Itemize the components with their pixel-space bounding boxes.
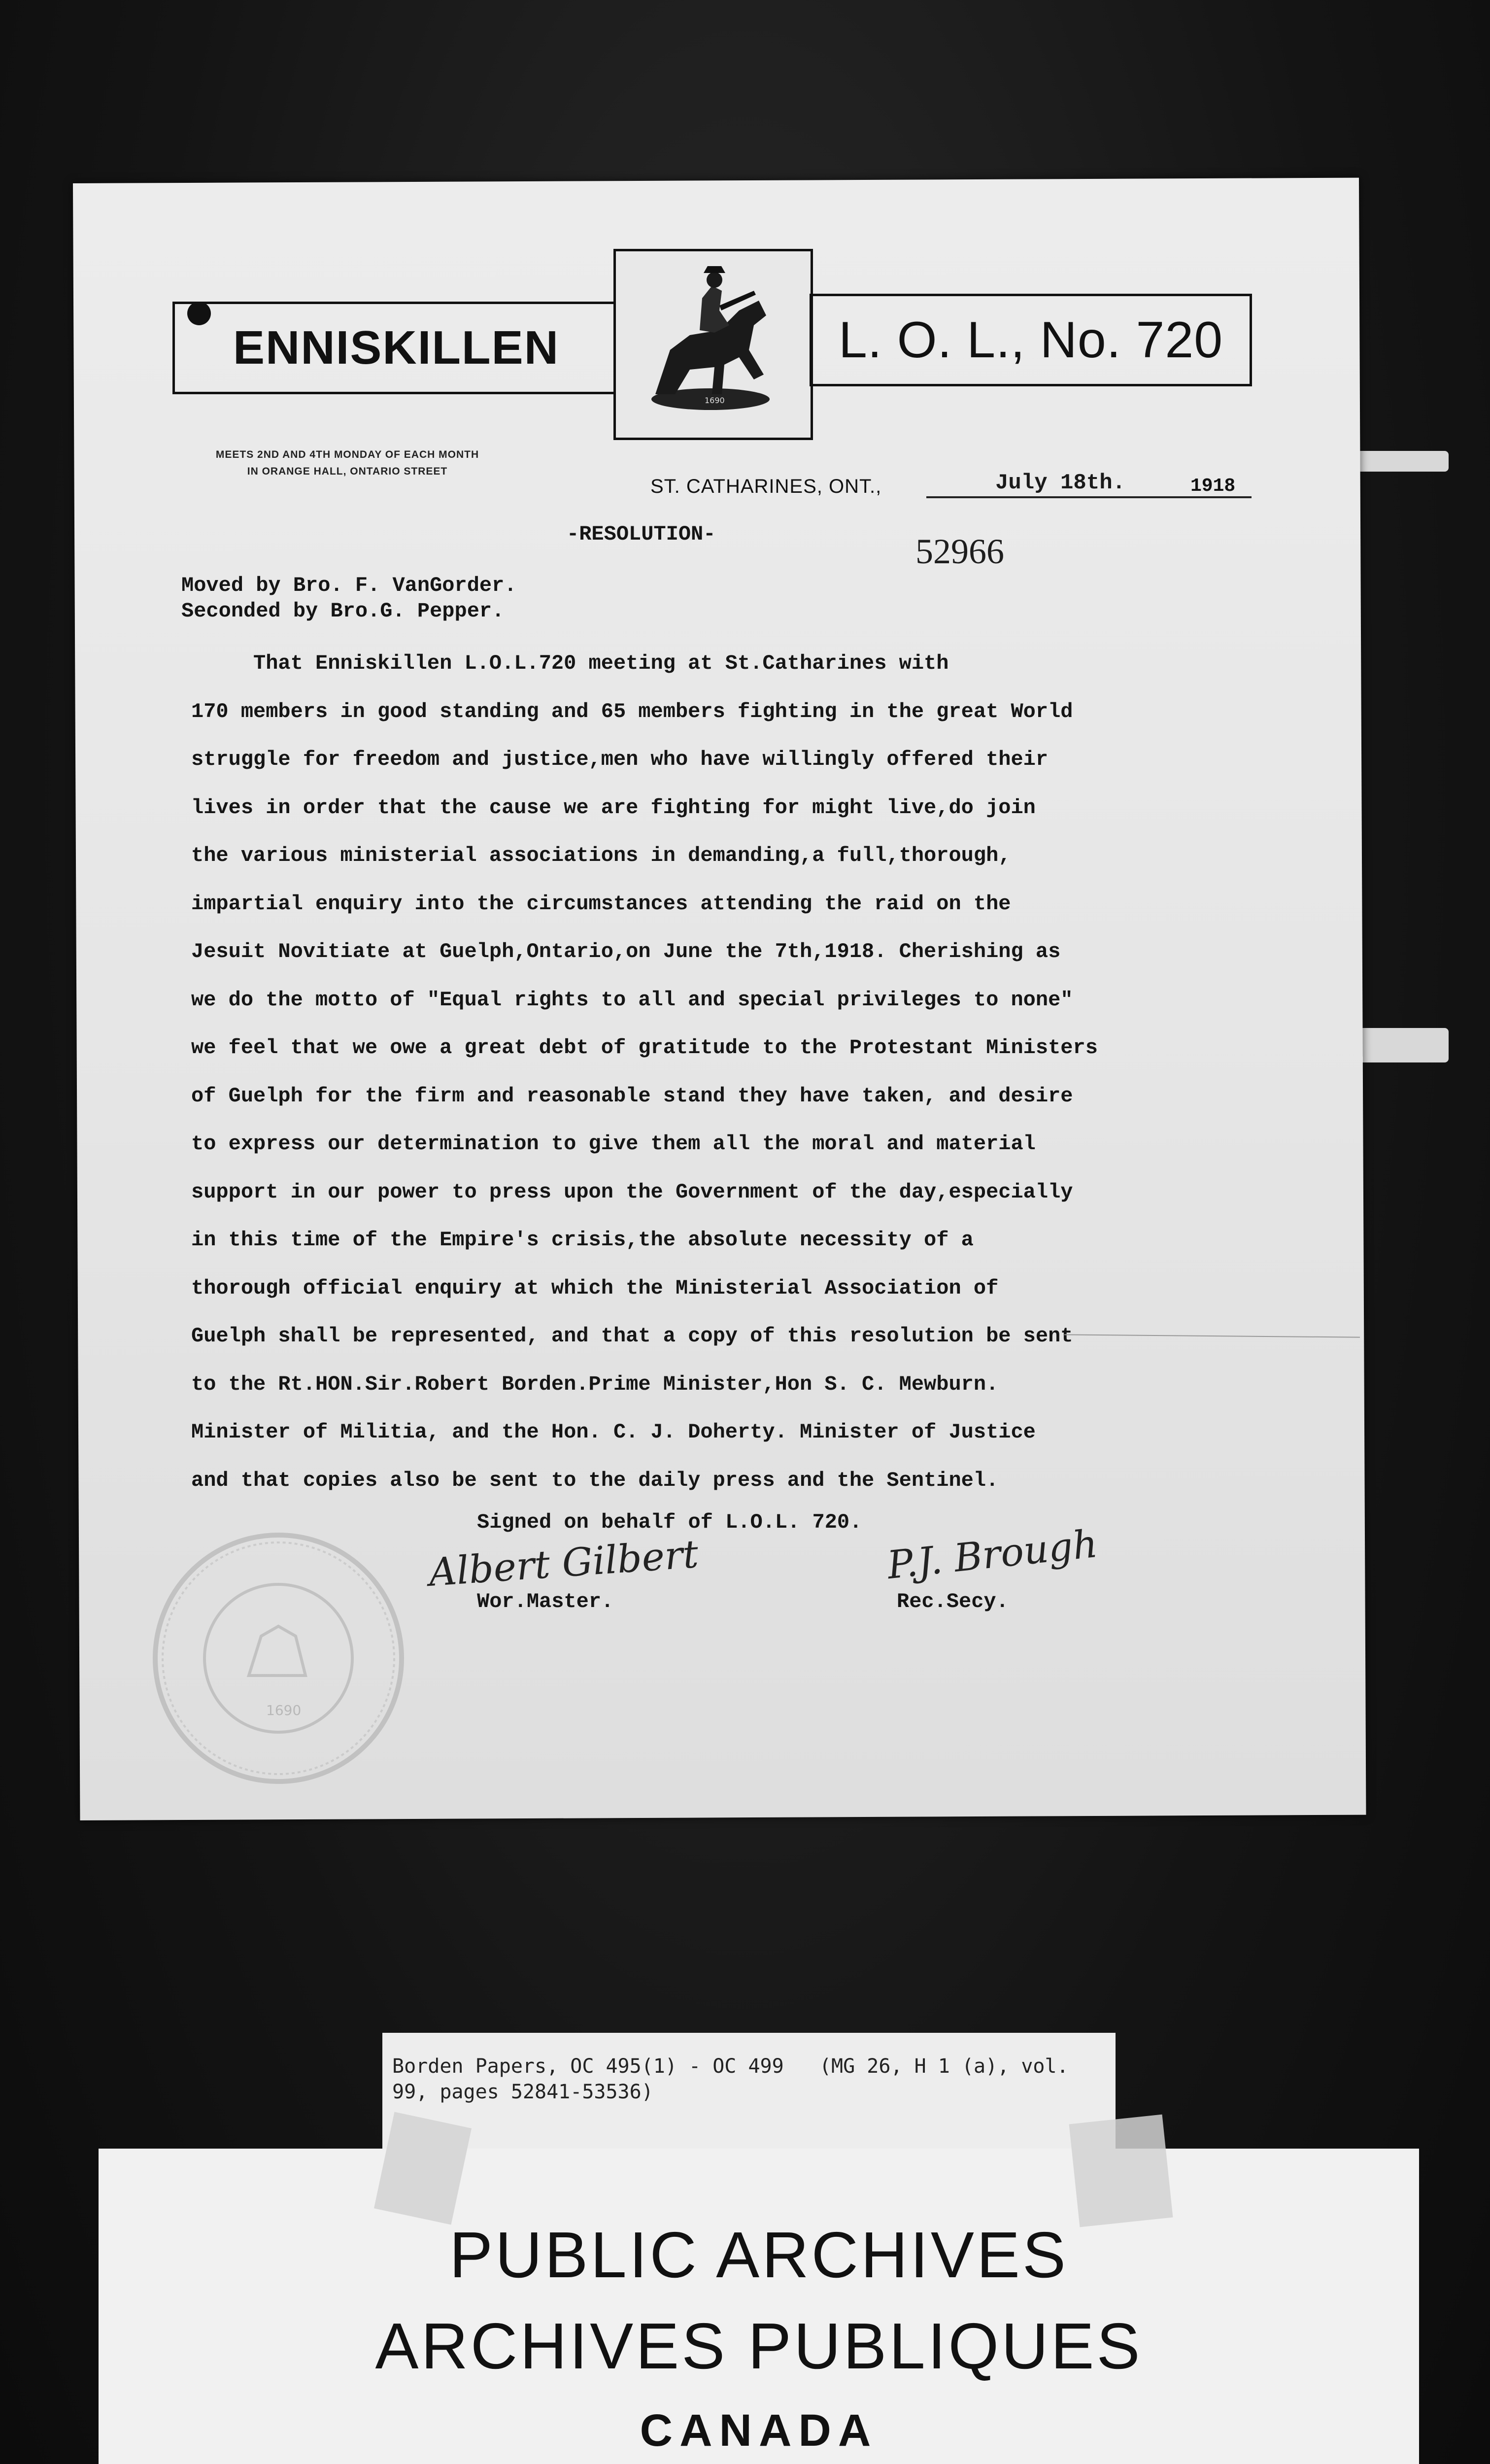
horseman-icon [616, 251, 806, 433]
tape-right [1069, 2115, 1173, 2227]
lodge-number: L. O. L., No. 720 [838, 311, 1223, 369]
film-tab-top [1356, 451, 1449, 472]
place-date-line [650, 471, 1252, 500]
body-line: the various ministerial associations in demanding,a full,thorough, [191, 844, 1011, 867]
meets-line-2: IN ORANGE HALL, ONTARIO STREET [247, 466, 448, 477]
seconded-by: Seconded by Bro.G. Pepper. [181, 599, 505, 623]
body-line: of Guelph for the firm and reasonable stand they have taken, and desire [191, 1084, 1073, 1108]
seal-icon [148, 1528, 409, 1789]
letter-year: 1918 [1190, 476, 1236, 497]
archives-title-en: PUBLIC ARCHIVES [449, 2219, 1069, 2291]
lodge-number-box [810, 294, 1252, 386]
meets-line-1: MEETS 2ND AND 4TH MONDAY OF EACH MONTH [215, 449, 479, 460]
letter-date: July 18th. [995, 471, 1126, 495]
body-line: impartial enquiry into the circumstances attending the raid on the [191, 891, 1011, 916]
body-line: we do the motto of "Equal rights to all and special privileges to none" [191, 988, 1073, 1012]
lodge-name-box [172, 302, 620, 394]
body-line: struggle for freedom and justice,men who have willingly offered their [191, 748, 1049, 771]
lodge-seal [148, 1528, 409, 1789]
reference-text [392, 2053, 1107, 2105]
resolution-heading: -RESOLUTION- [567, 522, 716, 546]
film-tab-middle [1356, 1028, 1449, 1062]
signature-recording-secretary: P.J. Brough [885, 1521, 1100, 1588]
body-line: That Enniskillen L.O.L.720 meeting at St.Catharines with [191, 651, 949, 675]
role-worshipful-master: Wor.Master. [477, 1590, 614, 1613]
body-line: and that copies also be sent to the daily press and the Sentinel. [191, 1468, 999, 1492]
archive-page-number: 52966 [915, 532, 1004, 571]
emblem-year: 1690 [705, 396, 725, 405]
archives-title-fr: ARCHIVES PUBLIQUES [375, 2310, 1143, 2382]
body-line: to the Rt.HON.Sir.Robert Borden.Prime Minister,Hon S. C. Mewburn. [191, 1372, 999, 1396]
reference-line-2: 99, pages 52841-53536) [392, 2081, 653, 2103]
body-line: Jesuit Novitiate at Guelph,Ontario,on June the 7th,1918. Cherishing as [191, 940, 1061, 963]
signature-worshipful-master: Albert Gilbert [427, 1532, 700, 1595]
movers [181, 573, 517, 624]
punch-hole [187, 302, 211, 325]
body-line: to express our determination to give them all the moral and material [191, 1132, 1036, 1156]
moved-by: Moved by Bro. F. VanGorder. [181, 574, 517, 597]
signed-line: Signed on behalf of L.O.L. 720. [477, 1510, 862, 1534]
meeting-schedule [175, 446, 520, 480]
reference-line-1: Borden Papers, OC 495(1) - OC 499 (MG 26, H 1 (a), vol. [392, 2055, 1069, 2078]
lodge-name: ENNISKILLEN [233, 321, 560, 374]
body-line: in this time of the Empire's crisis,the absolute necessity of a [191, 1228, 974, 1252]
body-line: thorough official enquiry at which the Ministerial Association of [191, 1276, 999, 1300]
body-line: Guelph shall be represented, and that a copy of this resolution be sent [191, 1324, 1073, 1348]
body-line: support in our power to press upon the Government of the day,especially [191, 1180, 1073, 1204]
role-recording-secretary: Rec.Secy. [897, 1590, 1009, 1613]
svg-text:1690: 1690 [266, 1702, 302, 1718]
archives-country: CANADA [640, 2405, 878, 2456]
body-line: 170 members in good standing and 65 members fighting in the great World [191, 699, 1073, 723]
place: ST. CATHARINES, ONT., [650, 476, 882, 497]
resolution-body [191, 640, 1295, 1505]
body-line: Minister of Militia, and the Hon. C. J. Doherty. Minister of Justice [191, 1420, 1036, 1444]
reference-label [382, 2033, 1116, 2157]
body-line: we feel that we owe a great debt of gratitude to the Protestant Ministers [191, 1036, 1098, 1060]
body-line: lives in order that the cause we are fighting for might live,do join [191, 795, 1036, 820]
king-william-emblem [613, 249, 813, 440]
